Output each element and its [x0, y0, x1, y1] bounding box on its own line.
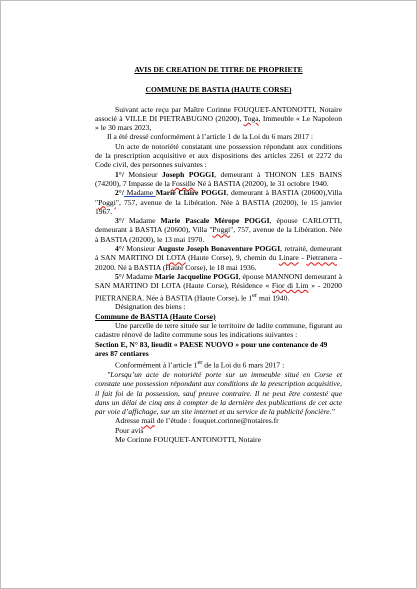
person-name: Auguste Joseph Bonaventure POGGI [157, 244, 281, 254]
person-number: 2°/ [115, 188, 124, 198]
person-street: Fossille [171, 178, 196, 188]
person-name: Marie Pascale Mérope POGGI [160, 216, 270, 226]
contact-line [95, 416, 342, 425]
commune-heading: COMMUNE DE BASTIA (HAUTE CORSE) [145, 85, 292, 95]
person-number: 1°/ [115, 169, 124, 179]
person-name: Marie Jacqueline POGGI [154, 271, 239, 281]
person-locality: Pietranera [306, 253, 337, 263]
intro-town: Toga [243, 113, 259, 123]
person-villa: Poggi [98, 197, 116, 207]
notice-body [95, 65, 342, 444]
designation-commune: Commune de BASTIA (Haute Corse) [95, 311, 216, 321]
designation-label: Désignation des biens : [115, 302, 186, 312]
person-details: , demeurant à THONON LES BAINS (74200), 7 Impasse de la [95, 169, 343, 188]
intro-text-end: , Immeuble « Le Napoleon » le 30 mars 2023, [95, 113, 342, 133]
person-number: 4°/ [115, 244, 124, 254]
person-details: (Haute Corse), 9, chemin du [185, 253, 279, 263]
closing-line: Pour avis [115, 425, 144, 435]
conformement-text-end: de la Loi du 6 mars 2017 : [202, 360, 285, 370]
person-villa: Poggi [212, 225, 231, 235]
person-birth: ", 757, avenue de la Libération. Née à BASTIA (20200), le 15 janvier 1967. [95, 197, 342, 216]
law-paragraph: Il a été dressé conformément à l’article 1 de la Loi du 6 mars 2017 : [107, 132, 314, 142]
person-birth: » - 20200 PIETRANERA. Née à BASTIA (Haute Corse), le 1 [95, 281, 342, 303]
person-details: , épouse MANNONI demeurant à SAN MARTINO DI LOTA (Haute Corse), Résidence « [95, 271, 342, 291]
person-5 [95, 272, 342, 302]
person-title: Madame [123, 188, 156, 198]
person-birth: ", 757, avenue de la Libération. Née à BASTIA (20200), le 13 mai 1970. [95, 225, 342, 244]
person-1 [95, 170, 342, 189]
person-details: , retraité, demeurant à SAN MARTINO DI [95, 244, 342, 263]
contact-mail-word: mail [141, 416, 155, 426]
person-title: Madame [123, 271, 155, 281]
signature: Me Corinne FOUQUET-ANTONOTTI, Notaire [115, 435, 261, 445]
person-birth: Né à BASTIA (20200), le 31 octobre 1940. [195, 178, 329, 188]
contact-label: Adresse [115, 416, 142, 426]
person-3 [95, 216, 342, 244]
intro-text: Suivant acte reçu par Maître Corinne FOUQUET-ANTONOTTI, Notaire associé à VILLE DI PIETRABUGNO (20200), [95, 104, 342, 123]
notoriety-paragraph: Un acte de notoriété constatant une possession répondant aux conditions de la prescription acquisitive et aux dispositions des articles 2261 et 2272 du Code civil, des personnes suivantes : [95, 141, 342, 170]
parcel-description: Une parcelle de terre située sur le territoire de ladite commune, figurant au cadastre rénové de ladite commune sous les indications suivantes : [95, 320, 342, 340]
conformement-line [95, 358, 342, 370]
person-residence: Fior di Lim [271, 281, 309, 291]
person-details: , demeurant à BASTIA (20600),Villa " [95, 188, 342, 207]
intro-paragraph [95, 105, 342, 133]
person-title: Madame [123, 216, 161, 226]
person-separator: - [298, 253, 307, 263]
contact-email: de l’étude : fouquet.corinne@notaires.fr [154, 416, 279, 426]
person-title: Monsieur [123, 169, 162, 179]
person-place: LOTA [166, 253, 186, 263]
person-number: 5°/ [115, 271, 124, 281]
person-birth: - 20200. Né à BASTIA (Haute Corse), le 18 mai 1936. [95, 253, 342, 272]
parcel-section: Section E, N° 83, lieudit « PAESE NUOVO » pour une contenance de 49 ares 87 centiares [95, 339, 328, 358]
law-quote: "Lorsqu’un acte de notoriété porte sur un immeuble situé en Corse et constate une possession répondant aux conditions de la prescription acquisitive, il fait foi de la possession, sauf preuve contraire. Il ne peut être contesté que dans un délai de cinq ans à compter de la dernière des publications de cet acte par voie d’affichage, sur un site internet et au service de la publicité foncière." [95, 369, 342, 417]
person-street: Linare [278, 253, 299, 263]
notice-title: AVIS DE CREATION DE TITRE DE PROPRIETE [134, 65, 303, 74]
person-4 [95, 244, 342, 272]
person-name: Marie Claire POGGI [155, 188, 227, 198]
person-details: , épouse CARLOTTI, demeurant à BASTIA (20600), Villa " [95, 216, 342, 235]
person-title: Monsieur [123, 244, 158, 254]
person-number: 3°/ [115, 216, 124, 226]
person-2 [95, 188, 342, 216]
person-name: Joseph POGGI [162, 169, 215, 179]
ordinal-suffix: er [252, 291, 258, 299]
ordinal-suffix: er [197, 359, 203, 367]
person-birth-end: mai 1940. [257, 293, 290, 303]
conformement-text: Conformément à l’article 1 [115, 360, 198, 370]
